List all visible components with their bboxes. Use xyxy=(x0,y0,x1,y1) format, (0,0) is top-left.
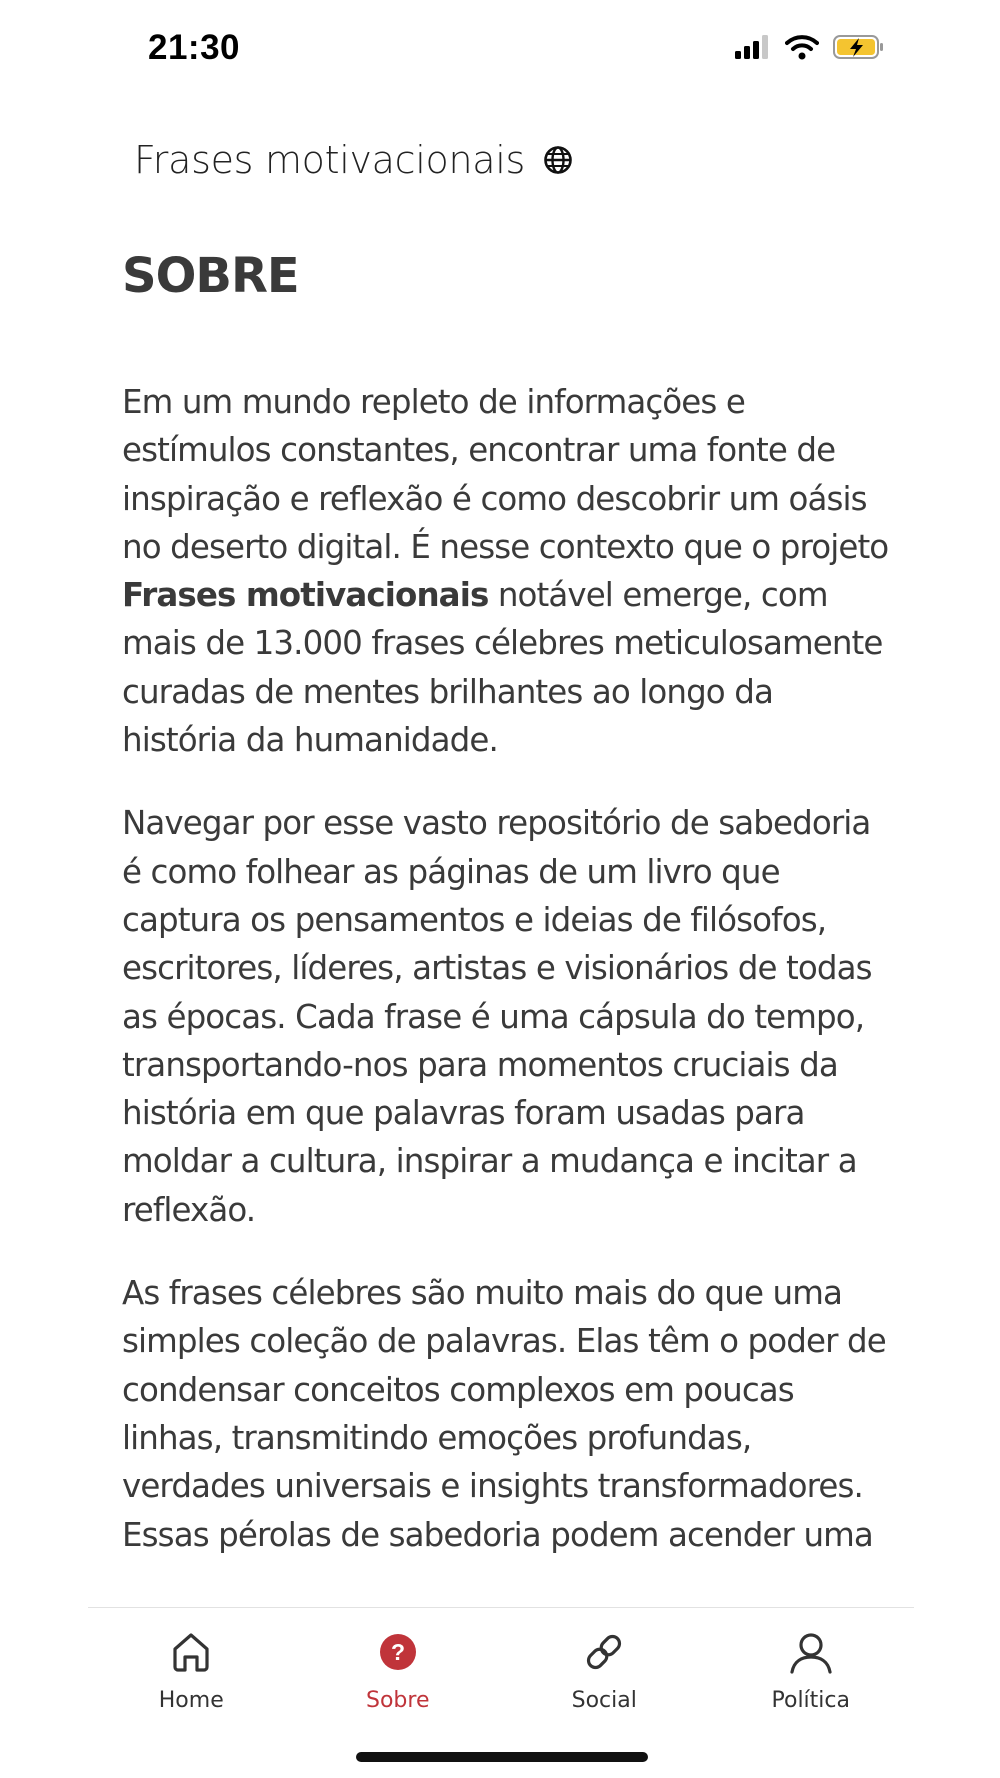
paragraph-text: Em um mundo repleto de informações e estímulos constantes, encontrar uma fonte de inspiração e reflexão é como descobrir um oásis no deserto digital. É nesse contexto que o projeto xyxy=(122,383,889,566)
app-title: Frases motivacionais xyxy=(134,138,525,182)
tab-label: Home xyxy=(158,1688,224,1713)
app-header xyxy=(0,120,1000,200)
cellular-signal-icon xyxy=(735,35,771,59)
tab-sobre[interactable] xyxy=(295,1608,502,1728)
about-paragraph: As frases célebres são muito mais do que uma simples coleção de palavras. Elas têm o poder de condensar conceitos complexos em poucas linhas, transmitindo emoções profundas, verdades universais e insights transformadores. Essas pérolas de sabedoria podem acender uma xyxy=(122,1274,886,1554)
page-title: SOBRE xyxy=(122,248,299,304)
tab-politica[interactable] xyxy=(708,1608,915,1728)
about-paragraph xyxy=(122,378,892,764)
tab-home[interactable] xyxy=(88,1608,295,1728)
tab-label: Sobre xyxy=(366,1688,430,1713)
home-indicator[interactable] xyxy=(356,1752,648,1762)
status-bar xyxy=(0,0,1000,100)
tab-bar xyxy=(88,1607,914,1728)
help-circle-icon xyxy=(374,1628,422,1676)
tab-social[interactable] xyxy=(501,1608,708,1728)
link-icon xyxy=(580,1628,628,1676)
tab-label: Social xyxy=(571,1688,637,1713)
about-content xyxy=(122,378,892,1594)
wifi-icon xyxy=(785,34,819,60)
user-icon xyxy=(787,1628,835,1676)
tab-label: Política xyxy=(771,1688,850,1713)
home-icon xyxy=(167,1628,215,1676)
globe-icon[interactable] xyxy=(542,144,574,176)
paragraph-text: notável emerge, com mais de 13.000 frases célebres meticulosamente curadas de mentes brilhantes ao longo da história da humanidade. xyxy=(122,576,883,760)
status-time: 21:30 xyxy=(148,28,241,67)
status-icons xyxy=(735,34,885,60)
svg-text:?: ? xyxy=(390,1639,405,1665)
app-name-bold: Frases motivacionais xyxy=(122,576,489,615)
about-paragraph: Navegar por esse vasto repositório de sabedoria é como folhear as páginas de um livro que captura os pensamentos e ideias de filósofos, escritores, líderes, artistas e visionários de todas as épocas. Cada frase é uma cápsula do tempo, transportando-nos para momentos cruciais da história em que palavras foram usadas para moldar a cultura, inspirar a mudança e incitar a reflexão. xyxy=(122,804,872,1229)
battery-charging-icon xyxy=(833,34,885,60)
